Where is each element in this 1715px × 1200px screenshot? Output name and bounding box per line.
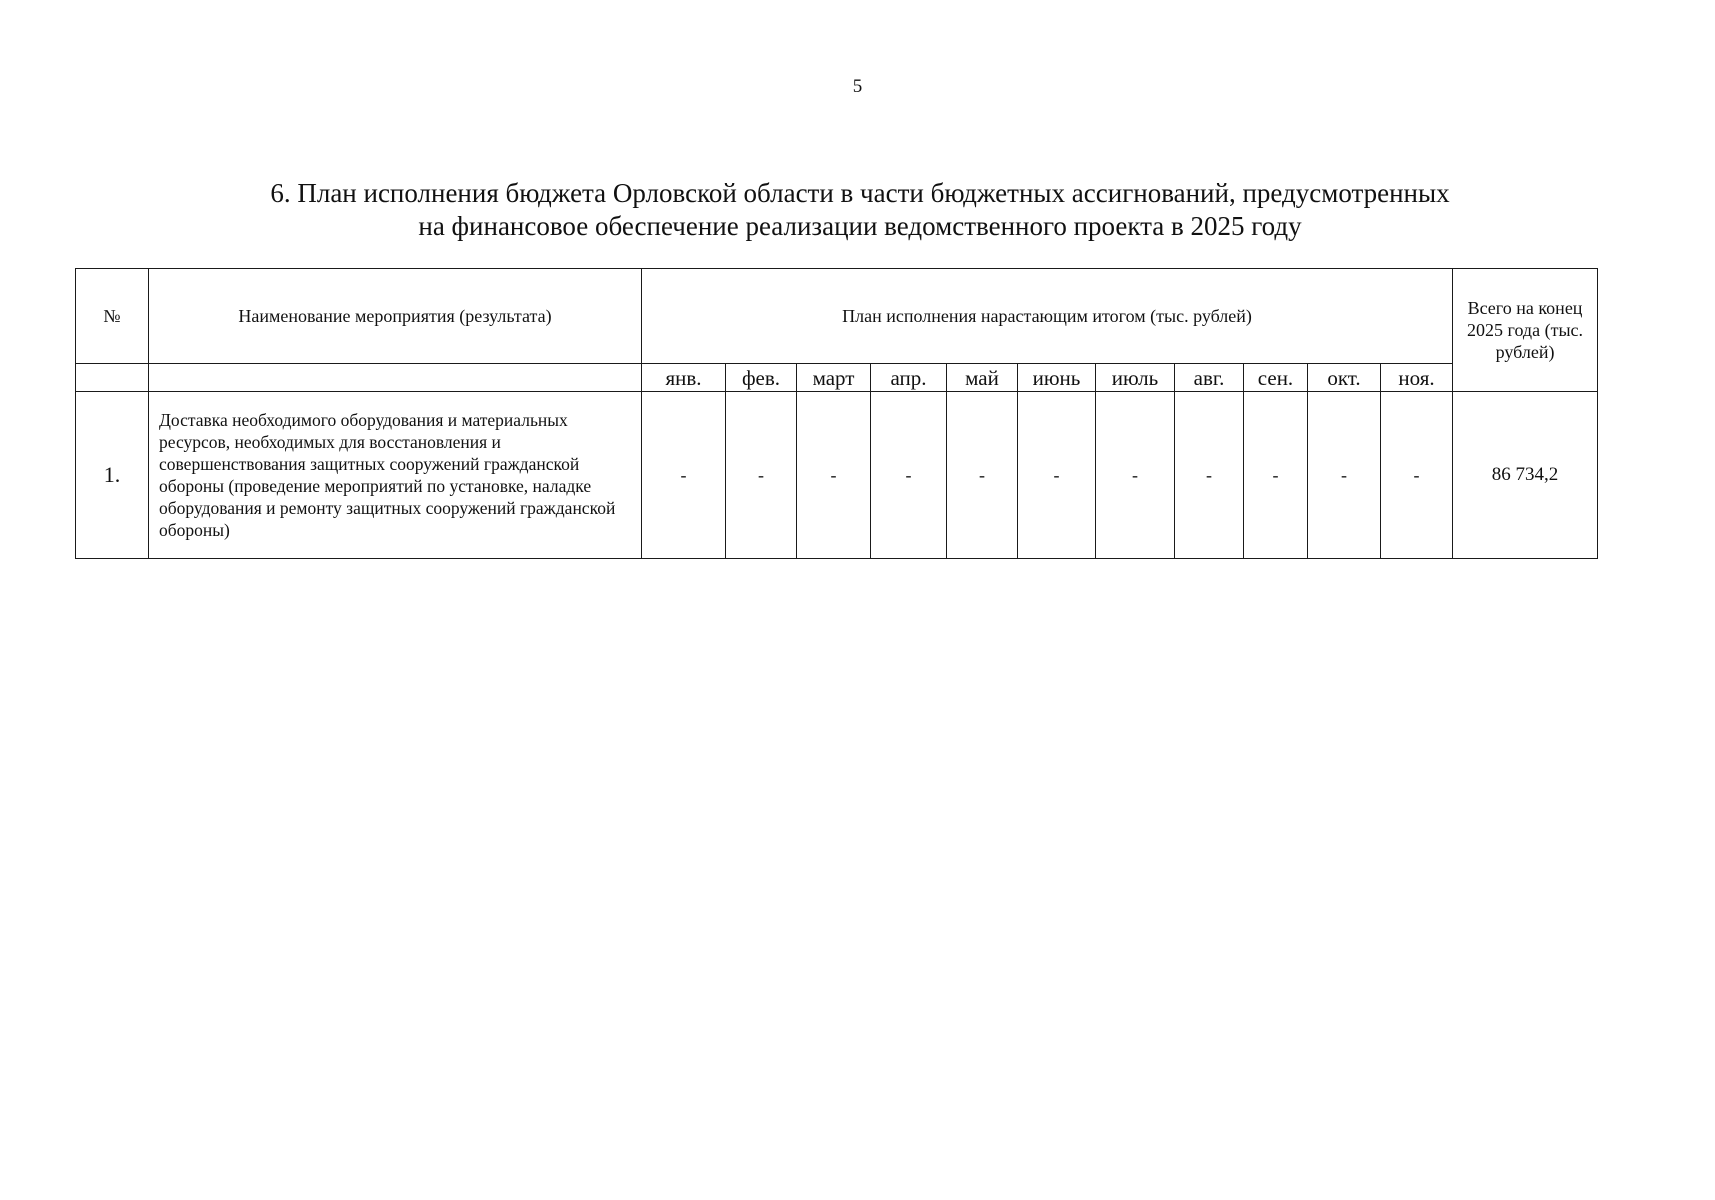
month-header: май	[947, 364, 1018, 392]
header-plan: План исполнения нарастающим итогом (тыс. рублей)	[642, 269, 1453, 364]
month-header: янв.	[642, 364, 726, 392]
row-name: Доставка необходимого оборудования и материальных ресурсов, необходимых для восстановления и совершенствования защитных сооружений гражданской обороны (проведение мероприятий по установке, наладке оборудования и ремонту защитных сооружений гражданской обороны)	[149, 392, 642, 559]
row-number: 1.	[76, 392, 149, 559]
table-row	[76, 392, 1598, 559]
months-header-row	[76, 364, 1598, 392]
title-line-1: 6. План исполнения бюджета Орловской области в части бюджетных ассигнований, предусмотренных	[270, 178, 1450, 208]
header-name: Наименование мероприятия (результата)	[149, 269, 642, 364]
month-header: ноя.	[1381, 364, 1453, 392]
month-header: апр.	[871, 364, 947, 392]
table-header-row	[76, 269, 1598, 364]
row-month-value: -	[1175, 392, 1244, 559]
row-month-value: -	[726, 392, 797, 559]
row-total: 86 734,2	[1453, 392, 1598, 559]
row-month-value: -	[1381, 392, 1453, 559]
header-total: Всего на конец 2025 года (тыс. рублей)	[1453, 269, 1598, 392]
budget-plan-table	[75, 268, 1598, 559]
row-month-value: -	[1018, 392, 1096, 559]
title-line-2: на финансовое обеспечение реализации ведомственного проекта в 2025 году	[418, 211, 1302, 241]
header-num: №	[76, 269, 149, 364]
row-month-value: -	[1244, 392, 1308, 559]
row-month-value: -	[642, 392, 726, 559]
page-number: 5	[852, 76, 863, 97]
row-month-value: -	[871, 392, 947, 559]
month-header: окт.	[1308, 364, 1381, 392]
month-header: авг.	[1175, 364, 1244, 392]
row-month-value: -	[797, 392, 871, 559]
months-row-empty-num	[76, 364, 149, 392]
month-header: сен.	[1244, 364, 1308, 392]
row-month-value: -	[1308, 392, 1381, 559]
months-row-empty-name	[149, 364, 642, 392]
document-title	[200, 177, 1520, 243]
month-header: март	[797, 364, 871, 392]
row-month-value: -	[947, 392, 1018, 559]
month-header: июнь	[1018, 364, 1096, 392]
month-header: фев.	[726, 364, 797, 392]
row-month-value: -	[1096, 392, 1175, 559]
month-header: июль	[1096, 364, 1175, 392]
